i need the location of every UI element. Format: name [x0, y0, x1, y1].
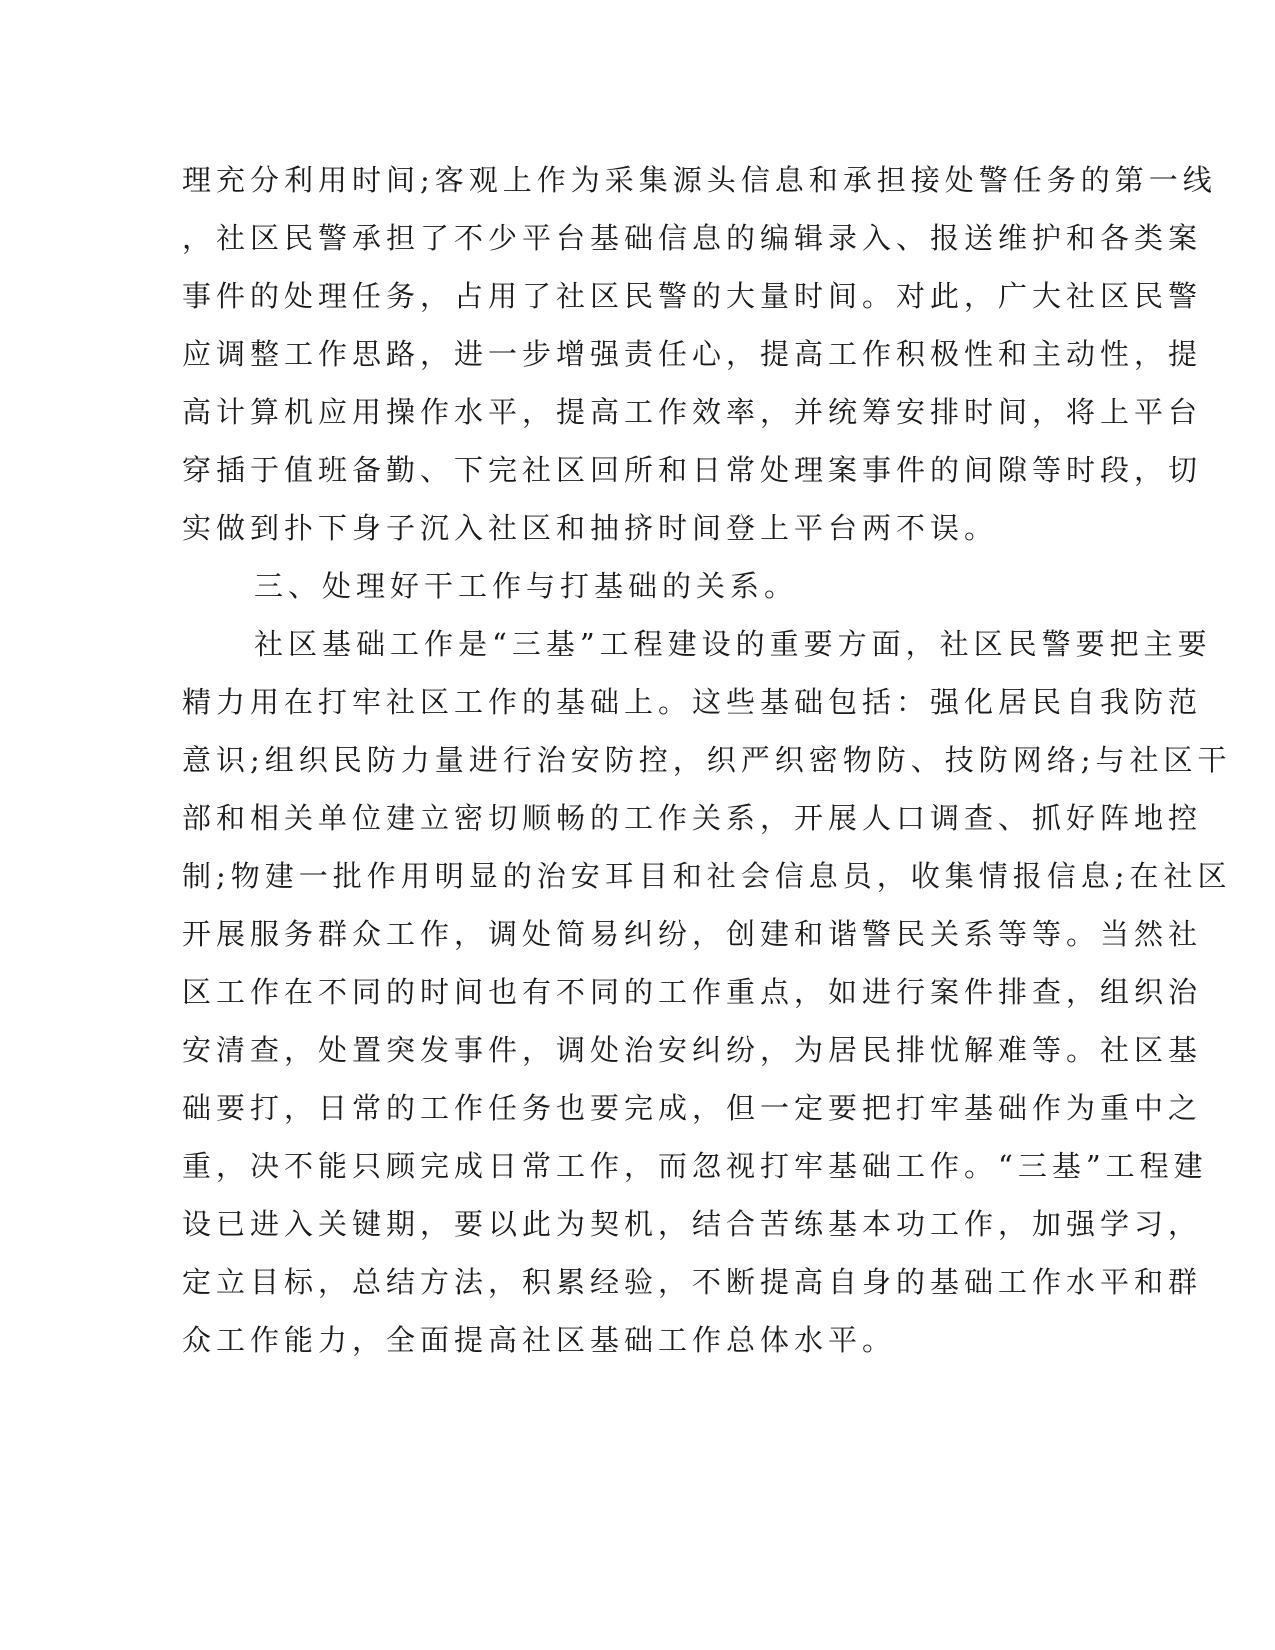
text-line: 安清查，处置突发事件，调处治安纠纷，为居民排忧解难等。社区基 — [182, 1033, 1203, 1067]
text-line: 意识;组织民防力量进行治安防控，织严织密物防、技防网络;与社区干 — [182, 743, 1232, 777]
text-line: 开展服务群众工作，调处简易纠纷，创建和谐警民关系等等。当然社 — [182, 917, 1203, 951]
text-line: ，社区民警承担了不少平台基础信息的编辑录入、报送维护和各类案 — [182, 221, 1203, 255]
text-line: 众工作能力，全面提高社区基础工作总体水平。 — [182, 1323, 897, 1357]
text-line: 应调整工作思路，进一步增强责任心，提高工作积极性和主动性，提 — [182, 337, 1203, 371]
text-line: 精力用在打牢社区工作的基础上。这些基础包括：强化居民自我防范 — [182, 685, 1203, 719]
text-line: 制;物建一批作用明显的治安耳目和社会信息员，收集情报信息;在社区 — [182, 859, 1232, 893]
section-heading: 三、处理好干工作与打基础的关系。 — [254, 569, 799, 603]
text-line: 穿插于值班备勤、下完社区回所和日常处理案事件的间隙等时段，切 — [182, 453, 1203, 487]
text-line: 社区基础工作是“三基”工程建设的重要方面，社区民警要把主要 — [254, 627, 1212, 661]
text-line: 理充分利用时间;客观上作为采集源头信息和承担接处警任务的第一线 — [182, 163, 1217, 197]
text-line: 区工作在不同的时间也有不同的工作重点，如进行案件排查，组织治 — [182, 975, 1203, 1009]
text-line: 部和相关单位建立密切顺畅的工作关系，开展人口调查、抓好阵地控 — [182, 801, 1203, 835]
text-line: 设已进入关键期，要以此为契机，结合苦练基本功工作，加强学习， — [182, 1207, 1203, 1241]
text-line: 事件的处理任务，占用了社区民警的大量时间。对此，广大社区民警 — [182, 279, 1203, 313]
text-line: 础要打，日常的工作任务也要完成，但一定要把打牢基础作为重中之 — [182, 1091, 1203, 1125]
text-line: 实做到扑下身子沉入社区和抽挤时间登上平台两不误。 — [182, 511, 999, 545]
text-line: 定立目标，总结方法，积累经验，不断提高自身的基础工作水平和群 — [182, 1265, 1203, 1299]
text-line: 重，决不能只顾完成日常工作，而忽视打牢基础工作。“三基”工程建 — [182, 1149, 1208, 1183]
text-line: 高计算机应用操作水平，提高工作效率，并统筹安排时间，将上平台 — [182, 395, 1203, 429]
